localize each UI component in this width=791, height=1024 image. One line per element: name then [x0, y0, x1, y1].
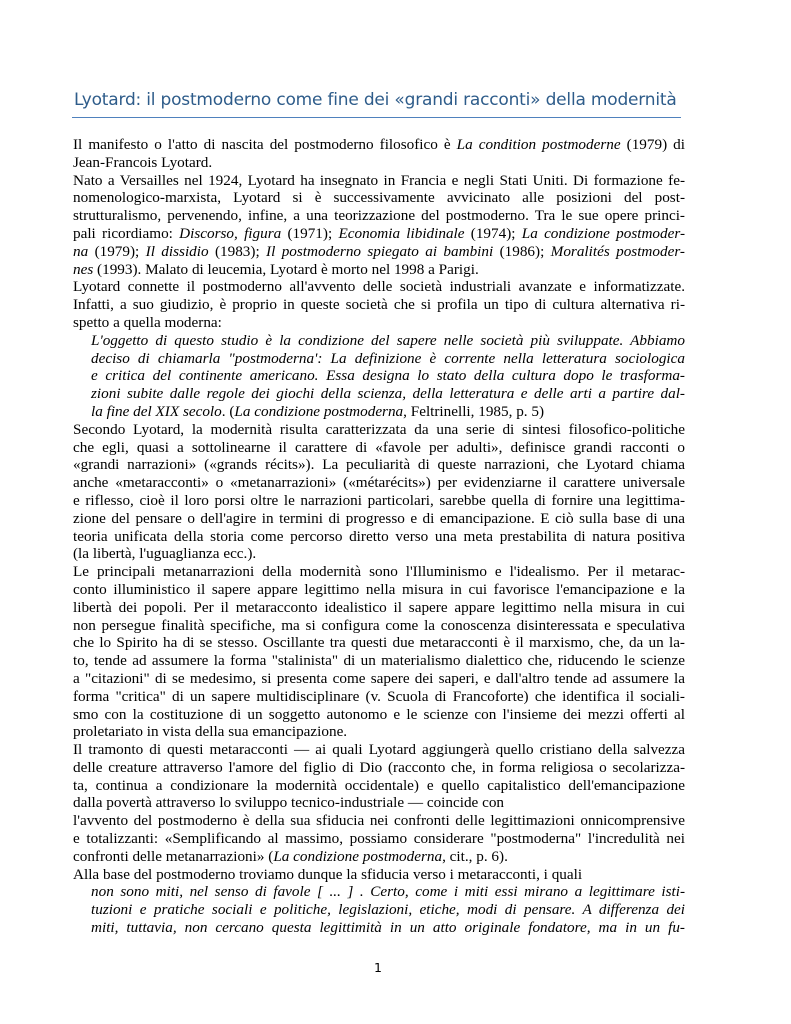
text-segment: anche «metaracconti» o «metanarrazioni» («métarécits») per evidenziarne il carattere universale — [73, 474, 685, 492]
text-line — [73, 172, 685, 190]
text-segment: to, tende ad assumere la forma "stalinista" di un materialismo dialettico che, riducendo le scienze — [73, 652, 685, 670]
text-segment: strutturalismo, pervenendo, infine, a una teorizzazione del postmoderno. Tra le sue opere princi- — [73, 207, 685, 225]
text-line — [73, 545, 685, 563]
text-segment: Alla base del postmoderno troviamo dunque la sfiducia verso i metaracconti, i quali — [73, 865, 583, 883]
text-segment: Le principali metanarrazioni della modernità sono l'Illuminismo e l'idealismo. Per il metarac- — [73, 563, 685, 581]
italic-text: Economia libidinale — [338, 224, 465, 242]
text-line — [73, 261, 685, 279]
page-number: 1 — [374, 960, 382, 975]
text-segment: la fine del XIX secolo — [91, 402, 222, 420]
text-segment: e critica del continente americano. Essa designa lo stato della cultura dopo le trasforma- — [91, 367, 685, 385]
text-line — [73, 154, 685, 172]
text-line — [73, 296, 685, 314]
text-line — [73, 617, 685, 635]
text-segment: Jean-Francois Lyotard. — [73, 153, 213, 171]
italic-text: Moralités postmoder- — [550, 242, 685, 260]
text-line — [73, 634, 685, 652]
text-segment: zione del pensare o dell'agire in termini di progresso e di emancipazione. E ciò sulla base di una — [73, 509, 685, 527]
text-line — [73, 723, 685, 741]
text-line — [73, 225, 685, 243]
text-line — [73, 474, 685, 492]
text-segment: confronti delle metanarrazioni» ( — [73, 847, 274, 865]
text-line — [73, 777, 685, 795]
text-line — [73, 421, 685, 439]
text-line — [73, 189, 685, 207]
quote-line — [73, 403, 685, 421]
body-text — [73, 136, 685, 937]
text-segment: Infatti, a suo giudizio, è proprio in queste società che si profila un tipo di cultura alternativa ri- — [73, 296, 685, 314]
text-segment: Lyotard connette il postmoderno all'avvento delle società industriali avanzate e informatizzate. — [73, 278, 685, 296]
text-segment: L'oggetto di questo studio è la condizione del sapere nelle società più sviluppate. Abbiamo — [91, 331, 685, 349]
text-line — [73, 652, 685, 670]
text-segment: l'avvento del postmoderno è della sua sfiducia nei confronti delle legittimazioni onnicomprensive — [73, 812, 685, 830]
text-segment: deciso di chiamarla "postmoderna': La definizione è corrente nella letteratura sociologica — [91, 349, 685, 367]
text-segment: (1974); — [464, 224, 522, 242]
text-segment: miti, tuttavia, non cercano questa legittimità in un atto originale fondatore, ma in un fu- — [91, 919, 685, 937]
quote-line — [73, 332, 685, 350]
quote-line — [73, 883, 685, 901]
text-segment: dalla povertà attraverso lo sviluppo tecnico-industriale — coincide con — [73, 794, 505, 812]
text-segment: a "citazioni" di se medesimo, si presenta come sapere dei saperi, e dall'altro tende ad assumere la — [73, 669, 685, 687]
text-segment: (1979); — [88, 242, 146, 260]
italic-text: La condition postmoderne — [456, 136, 621, 153]
text-segment: (1971); — [281, 224, 339, 242]
text-segment: (la libertà, l'uguaglianza ecc.). — [73, 545, 257, 563]
text-line — [73, 759, 685, 777]
italic-text: La condizione postmoder- — [521, 224, 685, 242]
text-line — [73, 492, 685, 510]
text-line — [73, 243, 685, 261]
text-line — [73, 830, 685, 848]
text-segment: conto illuministico il sapere appare legittimo nella misura in cui favorisce l'emancipazione e la — [73, 580, 685, 598]
quote-line — [73, 385, 685, 403]
italic-text: Il postmoderno spiegato ai bambini — [266, 242, 494, 260]
text-segment: (1986); — [493, 242, 551, 260]
text-line — [73, 812, 685, 830]
italic-text: Discorso, figura — [179, 224, 282, 242]
text-line — [73, 706, 685, 724]
text-segment: (1983); — [208, 242, 267, 260]
text-segment: tuzioni e pratiche sociali e politiche, legislazioni, etiche, modi di pensare. A differenza dei — [91, 901, 685, 919]
text-line — [73, 136, 685, 154]
text-segment: delle creature attraverso l'amore del figlio di Dio (racconto che, in forma religiosa o secolarizza- — [73, 758, 685, 776]
text-segment: forma "critica" di un sapere multidisciplinare (v. Scuola di Francoforte) che identifica il sociali- — [73, 687, 685, 705]
text-segment: Il manifesto o l'atto di nascita del postmoderno filosofico è — [73, 136, 457, 153]
text-segment: , Feltrinelli, 1985, p. 5) — [403, 402, 545, 420]
text-segment: spetto a quella moderna: — [73, 313, 222, 331]
title-underline — [72, 117, 681, 118]
text-segment: . ( — [221, 402, 235, 420]
text-line — [73, 439, 685, 457]
quote-line — [73, 901, 685, 919]
text-segment: zioni subite dalle regole dei giochi della scienza, della letteratura e delle arti a partire dal- — [91, 385, 685, 403]
text-segment: teoria unificata della storia come percorso diretto verso una meta prestabilita di natura positiva — [73, 527, 685, 545]
text-segment: che lo Spirito ha di se stesso. Oscillante tra questi due metaracconti è il marxismo, che, da un la- — [73, 634, 685, 652]
italic-text: Il dissidio — [145, 242, 209, 260]
text-line — [73, 794, 685, 812]
text-segment: ta, continua a condizionare la modernità occidentale) e quello capitalistico dell'emancipazione — [73, 776, 685, 794]
text-segment: e riflesso, cioè il loro porsi oltre le narrazioni particolari, sarebbe quella di fornire una legittima- — [73, 491, 685, 509]
text-segment: nomenologico-marxista, Lyotard si è successivamente avvicinato alle posizioni del post- — [73, 189, 685, 207]
italic-text: nes — [73, 260, 94, 278]
text-segment: Nato a Versailles nel 1924, Lyotard ha insegnato in Francia e negli Stati Uniti. Di formazione fe- — [73, 171, 685, 189]
text-line — [73, 581, 685, 599]
text-line — [73, 670, 685, 688]
quote-line — [73, 367, 685, 385]
text-segment: (1979) di — [620, 136, 685, 153]
italic-text: La condizione postmoderna — [273, 847, 443, 865]
text-segment: (1993). Malato di leucemia, Lyotard è morto nel 1998 a Parigi. — [93, 260, 479, 278]
text-line — [73, 599, 685, 617]
text-segment: proletariato in vista della sua emancipazione. — [73, 723, 348, 741]
text-line — [73, 741, 685, 759]
text-segment: La condizione postmoderna — [234, 402, 404, 420]
text-segment: «grandi narrazioni» («grands récits»). La peculiarità di queste narrazioni, che Lyotard chiama — [73, 456, 685, 474]
text-line — [73, 866, 685, 884]
text-segment: libertà dei popoli. Per il metaracconto idealistico il sapere appare legittimo nella misura in cui — [73, 598, 685, 616]
text-segment: pali ricordiamo: — [73, 224, 180, 242]
text-line — [73, 456, 685, 474]
text-segment: non sono miti, nel senso di favole [ ... ] . Certo, come i miti essi mirano a legittimare isti- — [91, 883, 685, 901]
text-segment: Secondo Lyotard, la modernità risulta caratterizzata da una serie di sintesi filosofico-politiche — [73, 420, 685, 438]
text-segment: e totalizzanti: «Semplificando al massimo, possiamo considerare "postmoderna" l'incredulità nei — [73, 830, 685, 848]
text-segment: smo con la costituzione di un soggetto autonomo e le scienze con l'insieme dei mezzi offerti al — [73, 705, 685, 723]
text-segment: non persegue finalità specifiche, ma si configura come la conoscenza disinteressata e speculativa — [73, 616, 685, 634]
text-line — [73, 563, 685, 581]
text-line — [73, 848, 685, 866]
text-segment: Il tramonto di questi metaracconti — ai quali Lyotard aggiungerà quello cristiano della salvezza — [73, 741, 685, 759]
quote-line — [73, 350, 685, 368]
text-line — [73, 688, 685, 706]
text-line — [73, 314, 685, 332]
text-line — [73, 278, 685, 296]
text-line — [73, 528, 685, 546]
quote-line — [73, 919, 685, 937]
text-line — [73, 207, 685, 225]
italic-text: na — [73, 242, 89, 260]
text-line — [73, 510, 685, 528]
text-segment: , cit., p. 6). — [442, 847, 508, 865]
page-title: Lyotard: il postmoderno come fine dei «grandi racconti» della modernità — [74, 90, 677, 110]
text-segment: che egli, quasi a sottolinearne il carattere di «favole per adulti», definisce grandi racconti o — [73, 438, 685, 456]
